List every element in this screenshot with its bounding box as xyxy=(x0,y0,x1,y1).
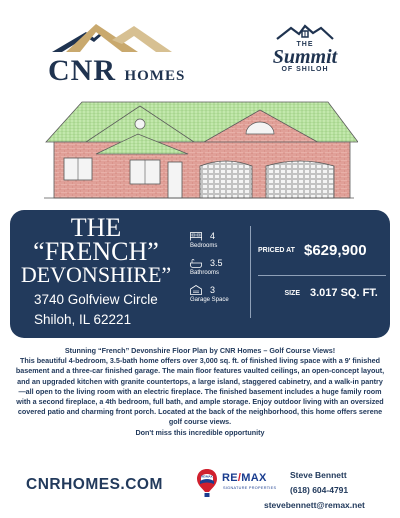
listing-title xyxy=(10,213,182,287)
remax-wordmark-part2: MAX xyxy=(241,472,267,484)
price-row xyxy=(258,242,386,259)
builder-logo-suffix: HOMES xyxy=(124,68,186,84)
size-label: SIZE xyxy=(284,289,300,297)
remax-wordmark xyxy=(222,472,267,484)
price-label: PRICED AT xyxy=(258,247,295,254)
title-line-1: THE xyxy=(70,213,122,242)
garage-label: Garage Space xyxy=(190,297,229,303)
description-closing: Don't miss this incredible opportunity xyxy=(135,427,265,437)
listing-description xyxy=(14,346,386,438)
agent-email[interactable]: stevebennett@remax.net xyxy=(264,500,365,510)
cnr-homes-logo xyxy=(40,18,190,87)
website-link[interactable]: CNRHOMES.COM xyxy=(26,476,163,493)
feature-list xyxy=(190,230,250,311)
svg-text:RE/MAX: RE/MAX xyxy=(201,474,213,479)
community-logo-the: THE xyxy=(296,41,314,48)
price-value: $629,900 xyxy=(304,242,367,259)
remax-logo xyxy=(196,466,276,502)
feature-bedrooms xyxy=(190,230,250,255)
balloon-icon xyxy=(196,468,218,498)
house-roofline-icon xyxy=(275,22,335,40)
bedrooms-value: 4 xyxy=(210,231,216,241)
summit-of-shiloh-logo xyxy=(255,22,355,84)
address-city: Shiloh, IL 62221 xyxy=(34,312,132,327)
garage-icon xyxy=(190,285,202,295)
garage-value: 3 xyxy=(210,285,216,295)
builder-logo-name: CNR xyxy=(48,54,116,87)
house-elevation-drawing xyxy=(40,84,358,202)
bedrooms-label: Bedrooms xyxy=(190,243,218,249)
address-street: 3740 Golfview Circle xyxy=(34,292,158,307)
description-headline: Stunning “French” Devonshire Floor Plan by CNR Homes – Golf Course Views! xyxy=(64,346,336,355)
title-line-2: “FRENCH” xyxy=(33,237,159,266)
remax-subtitle: SIGNATURE PROPERTIES xyxy=(223,486,277,490)
panel-divider-vertical xyxy=(250,226,251,318)
agent-name: Steve Bennett xyxy=(290,470,347,480)
title-line-3: DEVONSHIRE” xyxy=(20,262,172,287)
remax-wordmark-slash: / xyxy=(237,472,242,484)
agent-phone[interactable]: (618) 604-4791 xyxy=(290,485,349,495)
bathrooms-value: 3.5 xyxy=(210,258,223,268)
community-logo-sub: OF SHILOH xyxy=(281,66,329,73)
feature-bathrooms xyxy=(190,257,250,282)
feature-garage xyxy=(190,284,250,309)
size-value: 3.017 SQ. FT. xyxy=(310,287,378,299)
description-body: This beautiful 4-bedroom, 3.5-bath home offers over 3,000 sq. ft. of finished living space with a 9' finished basement and a three-car finished garage. The main floor features vaulted ceilings, an open-concept layout, and an upgraded kitchen with granite countertops, a large island, staggered cabinetry, and a walk-in pantry—all open to the living room with an electric fireplace. The finished basement includes a huge family room with a second fireplace, a 4th bedroom, full bath, and ample storage. Enjoy outdoor living with an oversized covered patio and charming front porch. Located at the back of the neighborhood, this home offers serene golf course views. xyxy=(15,356,385,427)
bath-icon xyxy=(190,259,202,268)
remax-wordmark-part1: RE xyxy=(222,472,238,484)
agent-contact xyxy=(264,468,365,513)
listing-info-panel xyxy=(10,210,390,338)
bed-icon xyxy=(190,232,202,241)
roof-logo-icon xyxy=(52,18,172,56)
size-row xyxy=(258,274,386,312)
listing-address xyxy=(34,290,158,330)
bathrooms-label: Bathrooms xyxy=(190,270,220,276)
community-logo-name: Summit xyxy=(272,46,338,68)
